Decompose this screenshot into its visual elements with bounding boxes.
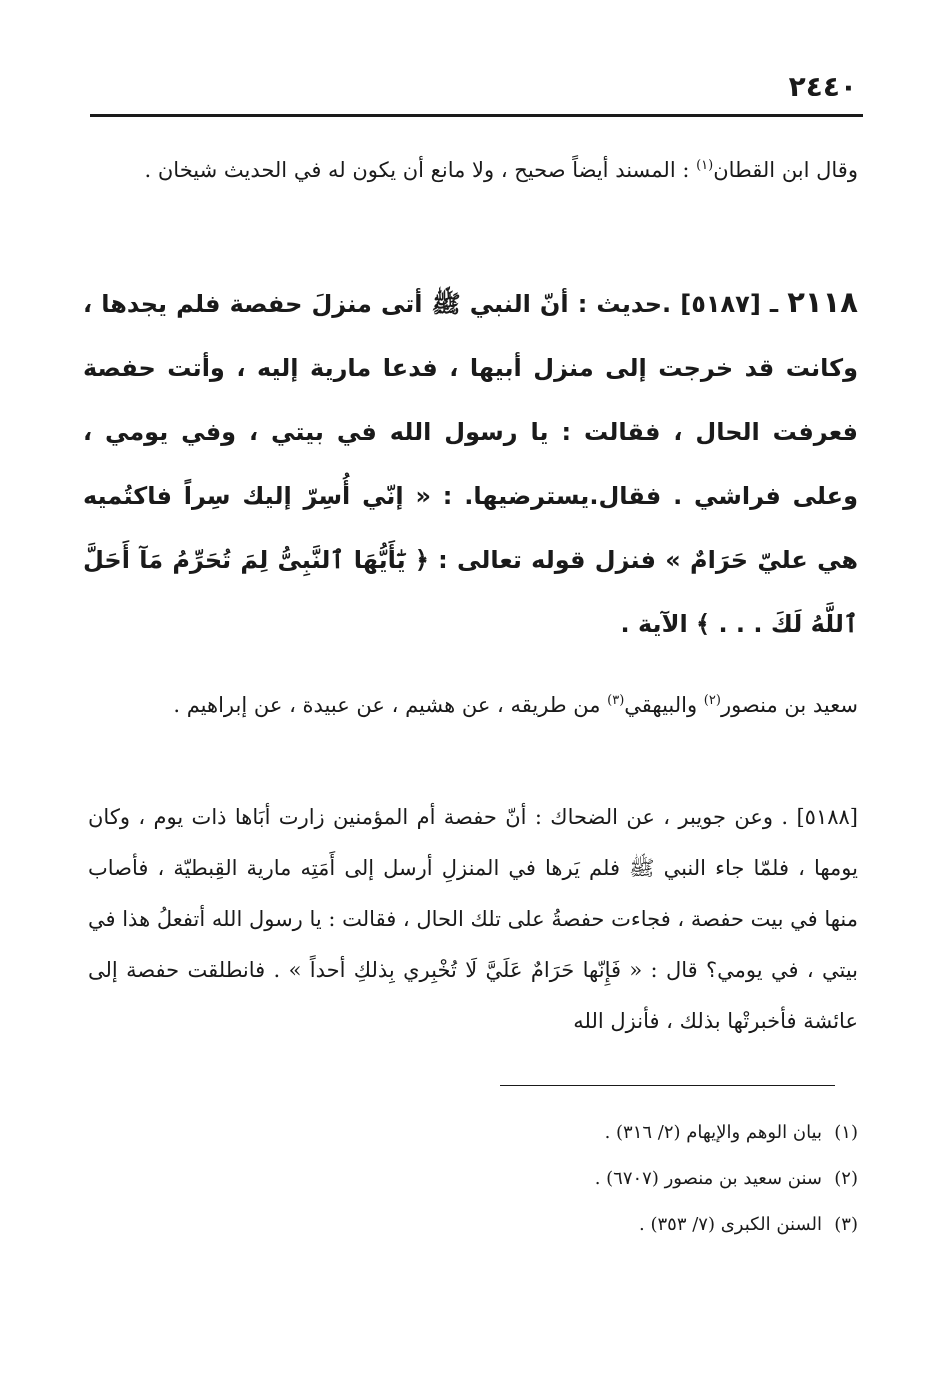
footnote-item <box>98 1156 858 1202</box>
footnote-text: سنن سعيد بن منصور (٦٧٠٧) . <box>594 1168 822 1189</box>
footnote-text: السنن الكبرى (٧/ ٣٥٣) . <box>639 1214 822 1235</box>
paragraph-text: من طريقه ، عن هشيم ، عن عبيدة ، عن إبراهيم . <box>173 693 608 717</box>
hadith-text: .حديث : أنّ النبي ﷺ أتى منزلَ حفصة فلم يجدها ، وكانت قد خرجت إلى منزل أبيها ، فدعا مارية إليه ، وأتت حفصة فعرفت الحال ، فقالت : يا رسول الله في بيتي ، وفي يومي ، وعلى فراشي . فقال.يسترضيها. : « إنّي أُسِرّ إليك سِراً فاكتُميه هي عليّ حَرَامٌ » فنزل قوله تعالى : ﴿ يَٰٓأَيُّهَا ٱلنَّبِىُّ لِمَ تُحَرِّمُ مَآ أَحَلَّ ٱللَّهُ لَكَ . . . ﴾ الآية . <box>83 290 858 638</box>
footnote-item <box>98 1202 858 1248</box>
paragraph-text: سعيد بن منصور <box>720 693 858 717</box>
footnote-number: (٢) <box>834 1168 858 1189</box>
page-number: ٢٤٤٠ <box>788 70 857 103</box>
footnote-rule <box>500 1085 835 1086</box>
paragraph-text: وقال ابن القطان <box>713 158 858 182</box>
header-rule <box>90 114 863 117</box>
footnote-number: (٣) <box>834 1214 858 1235</box>
footnotes <box>98 1110 858 1248</box>
paragraph-isnad <box>88 680 858 730</box>
hadith-block <box>83 270 858 656</box>
footnote-ref: (٢) <box>703 693 721 708</box>
footnote-text: بيان الوهم والإيهام (٢/ ٣١٦) . <box>604 1122 822 1143</box>
paragraph-ibn-al-qattan <box>88 145 858 195</box>
paragraph-juwaybir: [٥١٨٨] . وعن جويبر ، عن الضحاك : أنّ حفصة أم المؤمنين زارت أبَاها ذات يوم ، وكان يومها ، فلمّا جاء النبي ﷺ فلم يَرها في المنزلِ أرسل إلى أَمَتِه مارية القِبطيّة ، فأصاب منها في بيت حفصة ، فجاءت حفصةُ على تلك الحال ، فقالت : يا رسول الله أتفعلُ هذا في بيتي ، في يومي؟ قال : « فَإِنّها حَرَامٌ عَلَيَّ لَا تُخْبِري بِذلكِ أحداً » . فانطلقت حفصة إلى عائشة فأخبرتْها بذلك ، فأنزل الله <box>88 805 858 1033</box>
footnote-number: (١) <box>834 1122 858 1143</box>
hadith-number: ٢١١٨ <box>787 285 859 319</box>
paragraph-text: : المسند أيضاً صحيح ، ولا مانع أن يكون له في الحديث شيخان . <box>144 158 697 182</box>
hadith-reference: ـ [٥١٨٧] <box>671 290 788 318</box>
footnote-ref: (١) <box>696 158 714 173</box>
paragraph-text: والبيهقي <box>624 693 704 717</box>
footnote-ref: (٣) <box>607 693 625 708</box>
footnote-item <box>98 1110 858 1156</box>
